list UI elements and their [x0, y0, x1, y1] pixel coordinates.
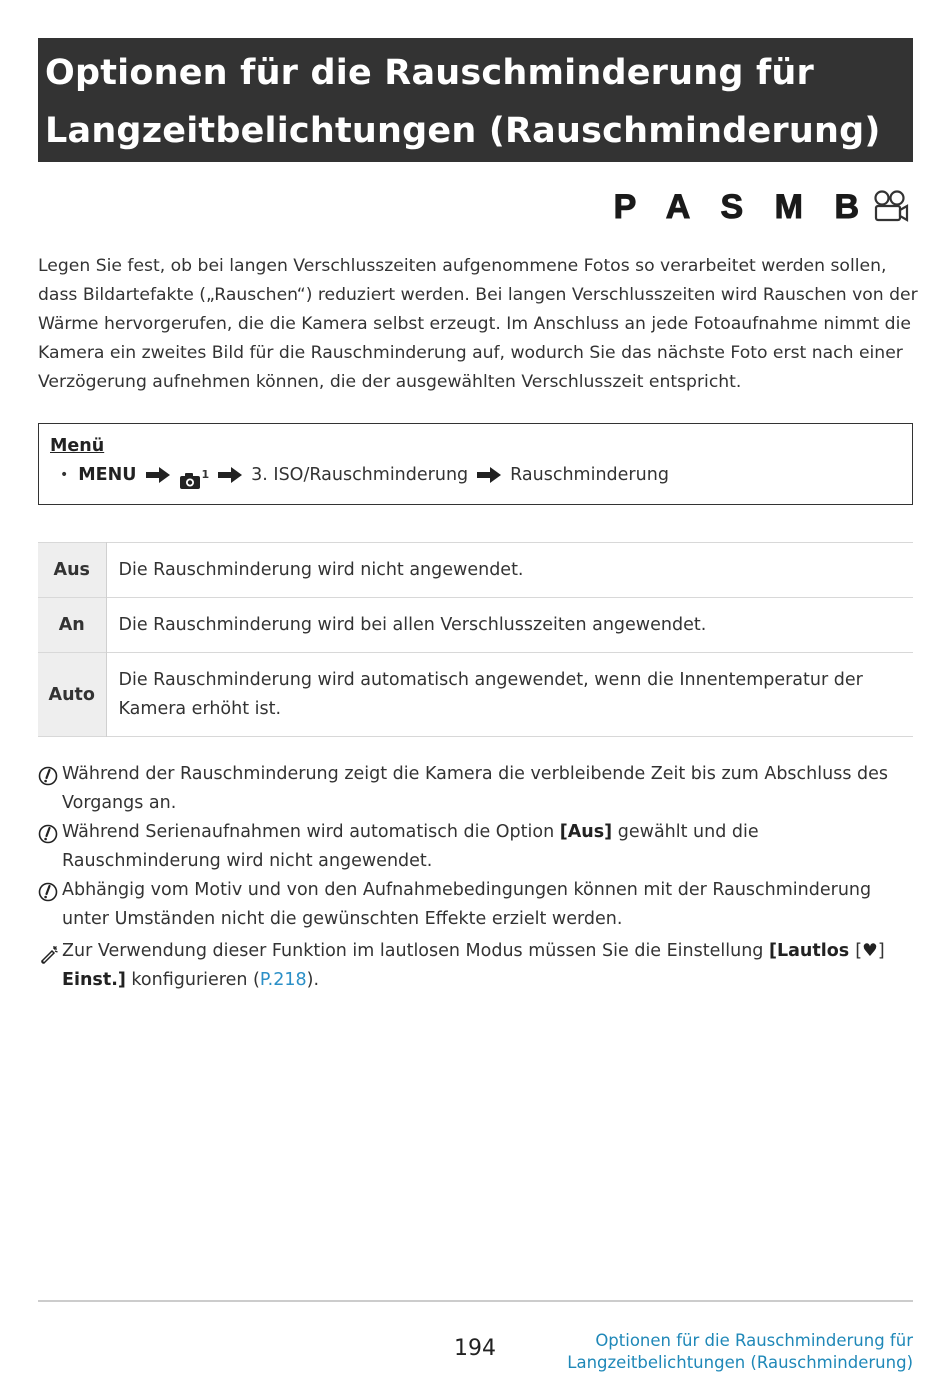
option-key: Aus [38, 543, 106, 598]
menu-label: MENU [78, 465, 137, 485]
setting-ref-part: Einst.] [62, 970, 126, 990]
option-description: Die Rauschminderung wird automatisch angewendet, wenn die Innentemperatur der Kamera erhöht ist. [118, 669, 863, 719]
page-title [45, 44, 905, 160]
footer-title-line-1: Optionen für die Rauschminderung für [595, 1331, 913, 1350]
table-row [38, 543, 913, 598]
page-title-line-1: Optionen für die Rauschminderung für [45, 53, 814, 93]
option-key: An [38, 598, 106, 653]
menu-heading: Menü [50, 436, 105, 456]
page-link[interactable]: P.218 [259, 970, 307, 990]
caution-icon [38, 876, 62, 912]
page-title-banner [38, 38, 913, 162]
note-text: Abhängig vom Motiv und von den Aufnahmebedingungen können mit der Rauschminderung unter Umständen nicht die gewünschten Effekte erzielt werden. [62, 880, 872, 929]
menu-step-iso: 3. ISO/Rauschminderung [251, 465, 469, 485]
options-table [38, 542, 913, 737]
notes-list [38, 760, 918, 995]
page-title-line-2: Langzeitbelichtungen (Rauschminderung) [45, 111, 881, 151]
menu-path [50, 460, 901, 490]
note-text: Während der Rauschminderung zeigt die Kamera die verbleibende Zeit bis zum Abschluss des Vorgangs an. [62, 764, 889, 813]
caution-icon [38, 818, 62, 854]
tip-text-part: Zur Verwendung dieser Funktion im lautlosen Modus müssen Sie die Einstellung [62, 941, 769, 961]
arrow-right-icon [145, 466, 171, 484]
option-key: Auto [38, 653, 106, 737]
page-number: 194 [454, 1336, 496, 1361]
arrow-right-icon [217, 466, 243, 484]
option-description: Die Rauschminderung wird nicht angewendet. [118, 559, 524, 580]
tip-pen-icon [38, 937, 62, 975]
mode-letters: P A S M B [613, 187, 870, 226]
movie-camera-icon [872, 189, 910, 225]
camera-tab [179, 460, 210, 490]
footer-title-line-2: Langzeitbelichtungen (Rauschminderung) [567, 1353, 913, 1372]
caution-icon [38, 760, 62, 796]
bracket-open: [ [855, 941, 863, 961]
shooting-modes [614, 186, 910, 228]
note-item [38, 876, 918, 934]
note-text [62, 818, 918, 876]
table-row [38, 653, 913, 737]
tip-text-part: ). [306, 970, 320, 990]
option-aus-ref: [Aus] [559, 822, 613, 842]
tip-item [38, 937, 918, 995]
bracket-close: ] [877, 941, 885, 961]
camera-tab-number: 1 [201, 468, 210, 481]
menu-path-box [38, 423, 913, 505]
arrow-right-icon [476, 466, 502, 484]
tip-text-part: konfigurieren ( [125, 970, 260, 990]
table-row [38, 598, 913, 653]
setting-ref-part: [Lautlos [768, 941, 856, 961]
footer-section-title[interactable] [513, 1330, 913, 1374]
footer-divider [38, 1300, 913, 1302]
note-item [38, 760, 918, 818]
menu-bullet: • [60, 467, 69, 483]
intro-paragraph: Legen Sie fest, ob bei langen Verschlusszeiten aufgenommene Fotos so verarbeitet werden sollen, dass Bildartefakte („Rauschen“) reduziert werden. Bei langen Verschlusszeiten wird Rauschen von der Wärme hervorgerufen, die die Kamera selbst erzeugt. Im Anschluss an jede Fotoaufnahme nimmt die Kamera ein zweites Bild für die Rauschminderung auf, wodurch Sie das nächste Foto erst nach einer Verzögerung aufnehmen können, die der ausgewählten Verschlusszeit entspricht. [38, 256, 918, 392]
menu-step-noise: Rauschminderung [510, 465, 669, 485]
note-text-part: Während Serienaufnahmen wird automatisch die Option [62, 822, 560, 842]
tip-text [62, 937, 918, 995]
heart-icon: ♥ [862, 941, 878, 961]
note-item [38, 818, 918, 876]
note-text-part: gewählt und die Rauschminderung wird nicht angewendet. [62, 822, 759, 871]
camera-icon [179, 472, 201, 490]
option-description: Die Rauschminderung wird bei allen Verschlusszeiten angewendet. [118, 614, 707, 635]
